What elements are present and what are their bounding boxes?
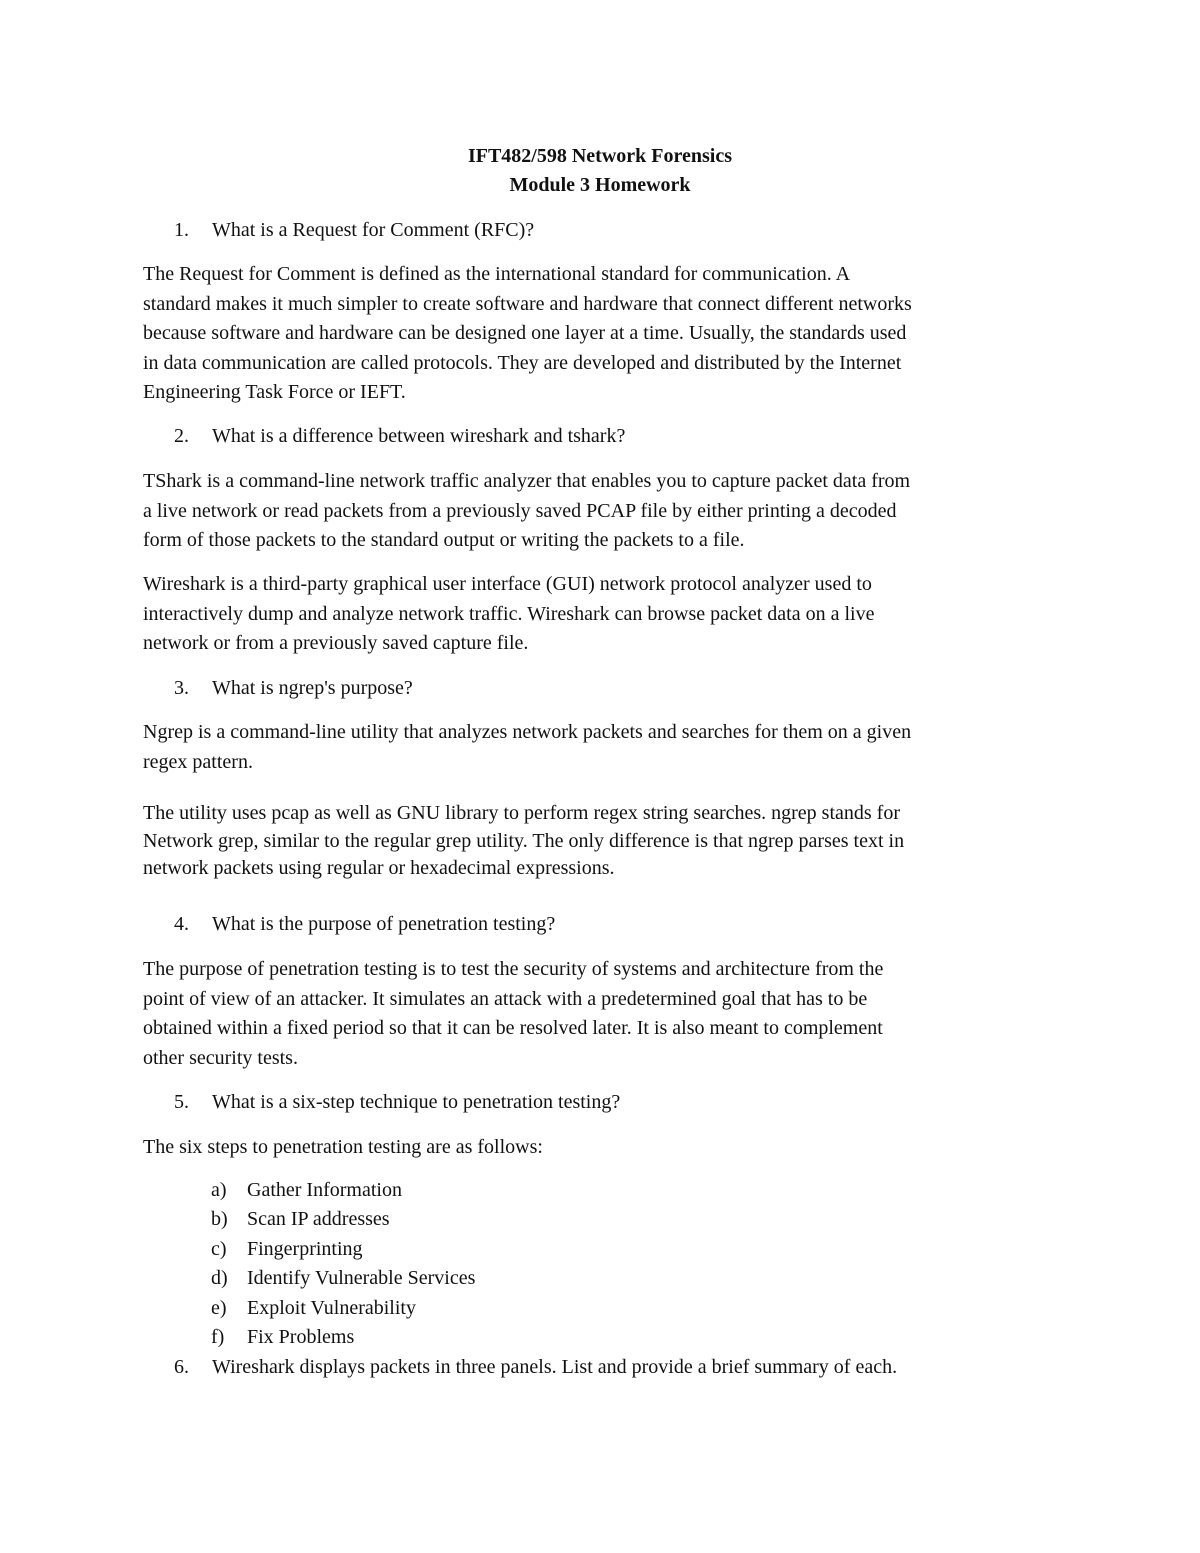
answer-line: regex pattern.	[143, 750, 253, 773]
module-title: Module 3 Homework	[509, 174, 691, 196]
answer-line: The utility uses pcap as well as GNU library to perform regex string searches. ngrep stands for	[143, 802, 901, 824]
answer-line: interactively dump and analyze network traffic. Wireshark can browse packet data on a live	[143, 602, 875, 625]
answer-line: The six steps to penetration testing are as follows:	[143, 1136, 543, 1158]
answer-4	[143, 955, 1063, 1073]
answer-line: Wireshark is a third-party graphical user interface (GUI) network protocol analyzer used to	[143, 573, 872, 595]
question-text: What is ngrep's purpose?	[212, 677, 413, 699]
step-letter: d)	[211, 1267, 228, 1289]
answer-line: The Request for Comment is defined as the international standard for communication. A	[143, 263, 851, 285]
answer-line: obtained within a fixed period so that it can be resolved later. It is also meant to complement	[143, 1017, 883, 1039]
question-number: 6.	[174, 1356, 189, 1378]
answer-line: other security tests.	[143, 1046, 298, 1069]
question-number: 2.	[174, 425, 189, 447]
step-text: Scan IP addresses	[247, 1208, 390, 1230]
answer-3-ngrep	[143, 718, 1063, 777]
answer-line: network packets using regular or hexadecimal expressions.	[143, 857, 615, 879]
question-2	[174, 422, 625, 451]
step-letter: c)	[211, 1238, 227, 1260]
answer-line: standard makes it much simpler to create software and hardware that connect different networks	[143, 292, 912, 315]
step-item	[211, 1294, 416, 1323]
step-item	[211, 1323, 354, 1352]
step-item	[211, 1205, 390, 1234]
answer-line: The purpose of penetration testing is to test the security of systems and architecture from the	[143, 958, 884, 980]
question-number: 4.	[174, 913, 189, 935]
answer-line: network or from a previously saved capture file.	[143, 632, 529, 654]
question-text: What is the purpose of penetration testing?	[212, 913, 556, 935]
question-text: What is a Request for Comment (RFC)?	[212, 219, 535, 241]
question-3	[174, 674, 413, 703]
step-text: Gather Information	[247, 1179, 402, 1201]
answer-line: a live network or read packets from a previously saved PCAP file by either printing a decoded	[143, 499, 897, 522]
step-item	[211, 1264, 475, 1293]
step-letter: a)	[211, 1179, 227, 1201]
answer-2-wireshark	[143, 570, 1063, 659]
question-4	[174, 910, 555, 939]
answer-line: Network grep, similar to the regular grep utility. The only difference is that ngrep parses text in	[143, 829, 905, 852]
answer-line: Engineering Task Force or IEFT.	[143, 381, 406, 403]
answer-line: because software and hardware can be designed one layer at a time. Usually, the standards used	[143, 322, 907, 344]
step-text: Exploit Vulnerability	[247, 1297, 416, 1319]
step-text: Identify Vulnerable Services	[247, 1267, 476, 1289]
answer-5-intro	[143, 1133, 1063, 1163]
course-title: IFT482/598 Network Forensics	[467, 145, 733, 167]
step-item	[211, 1176, 402, 1205]
answer-line: point of view of an attacker. It simulates an attack with a predetermined goal that has to be	[143, 987, 868, 1010]
step-letter: e)	[211, 1297, 227, 1319]
question-number: 3.	[174, 677, 189, 699]
answer-3-utility	[143, 800, 1063, 883]
answer-2-tshark	[143, 467, 1063, 556]
question-text: What is a difference between wireshark and tshark?	[212, 425, 626, 447]
question-text: What is a six-step technique to penetration testing?	[212, 1091, 621, 1113]
step-text: Fingerprinting	[247, 1238, 363, 1260]
question-5	[174, 1088, 620, 1117]
answer-line: TShark is a command-line network traffic analyzer that enables you to capture packet data from	[143, 470, 911, 492]
answer-line: form of those packets to the standard output or writing the packets to a file.	[143, 529, 745, 551]
answer-line: Ngrep is a command-line utility that analyzes network packets and searches for them on a given	[143, 721, 912, 743]
answer-line: in data communication are called protocols. They are developed and distributed by the Internet	[143, 351, 902, 374]
question-1	[174, 216, 534, 245]
step-letter: f)	[211, 1326, 225, 1348]
question-number: 1.	[174, 219, 189, 241]
answer-1	[143, 260, 1063, 408]
question-number: 5.	[174, 1091, 189, 1113]
question-6	[174, 1353, 897, 1382]
step-text: Fix Problems	[247, 1326, 355, 1348]
step-item	[211, 1235, 363, 1264]
question-text: Wireshark displays packets in three panels. List and provide a brief summary of each.	[212, 1356, 898, 1378]
step-letter: b)	[211, 1208, 228, 1230]
